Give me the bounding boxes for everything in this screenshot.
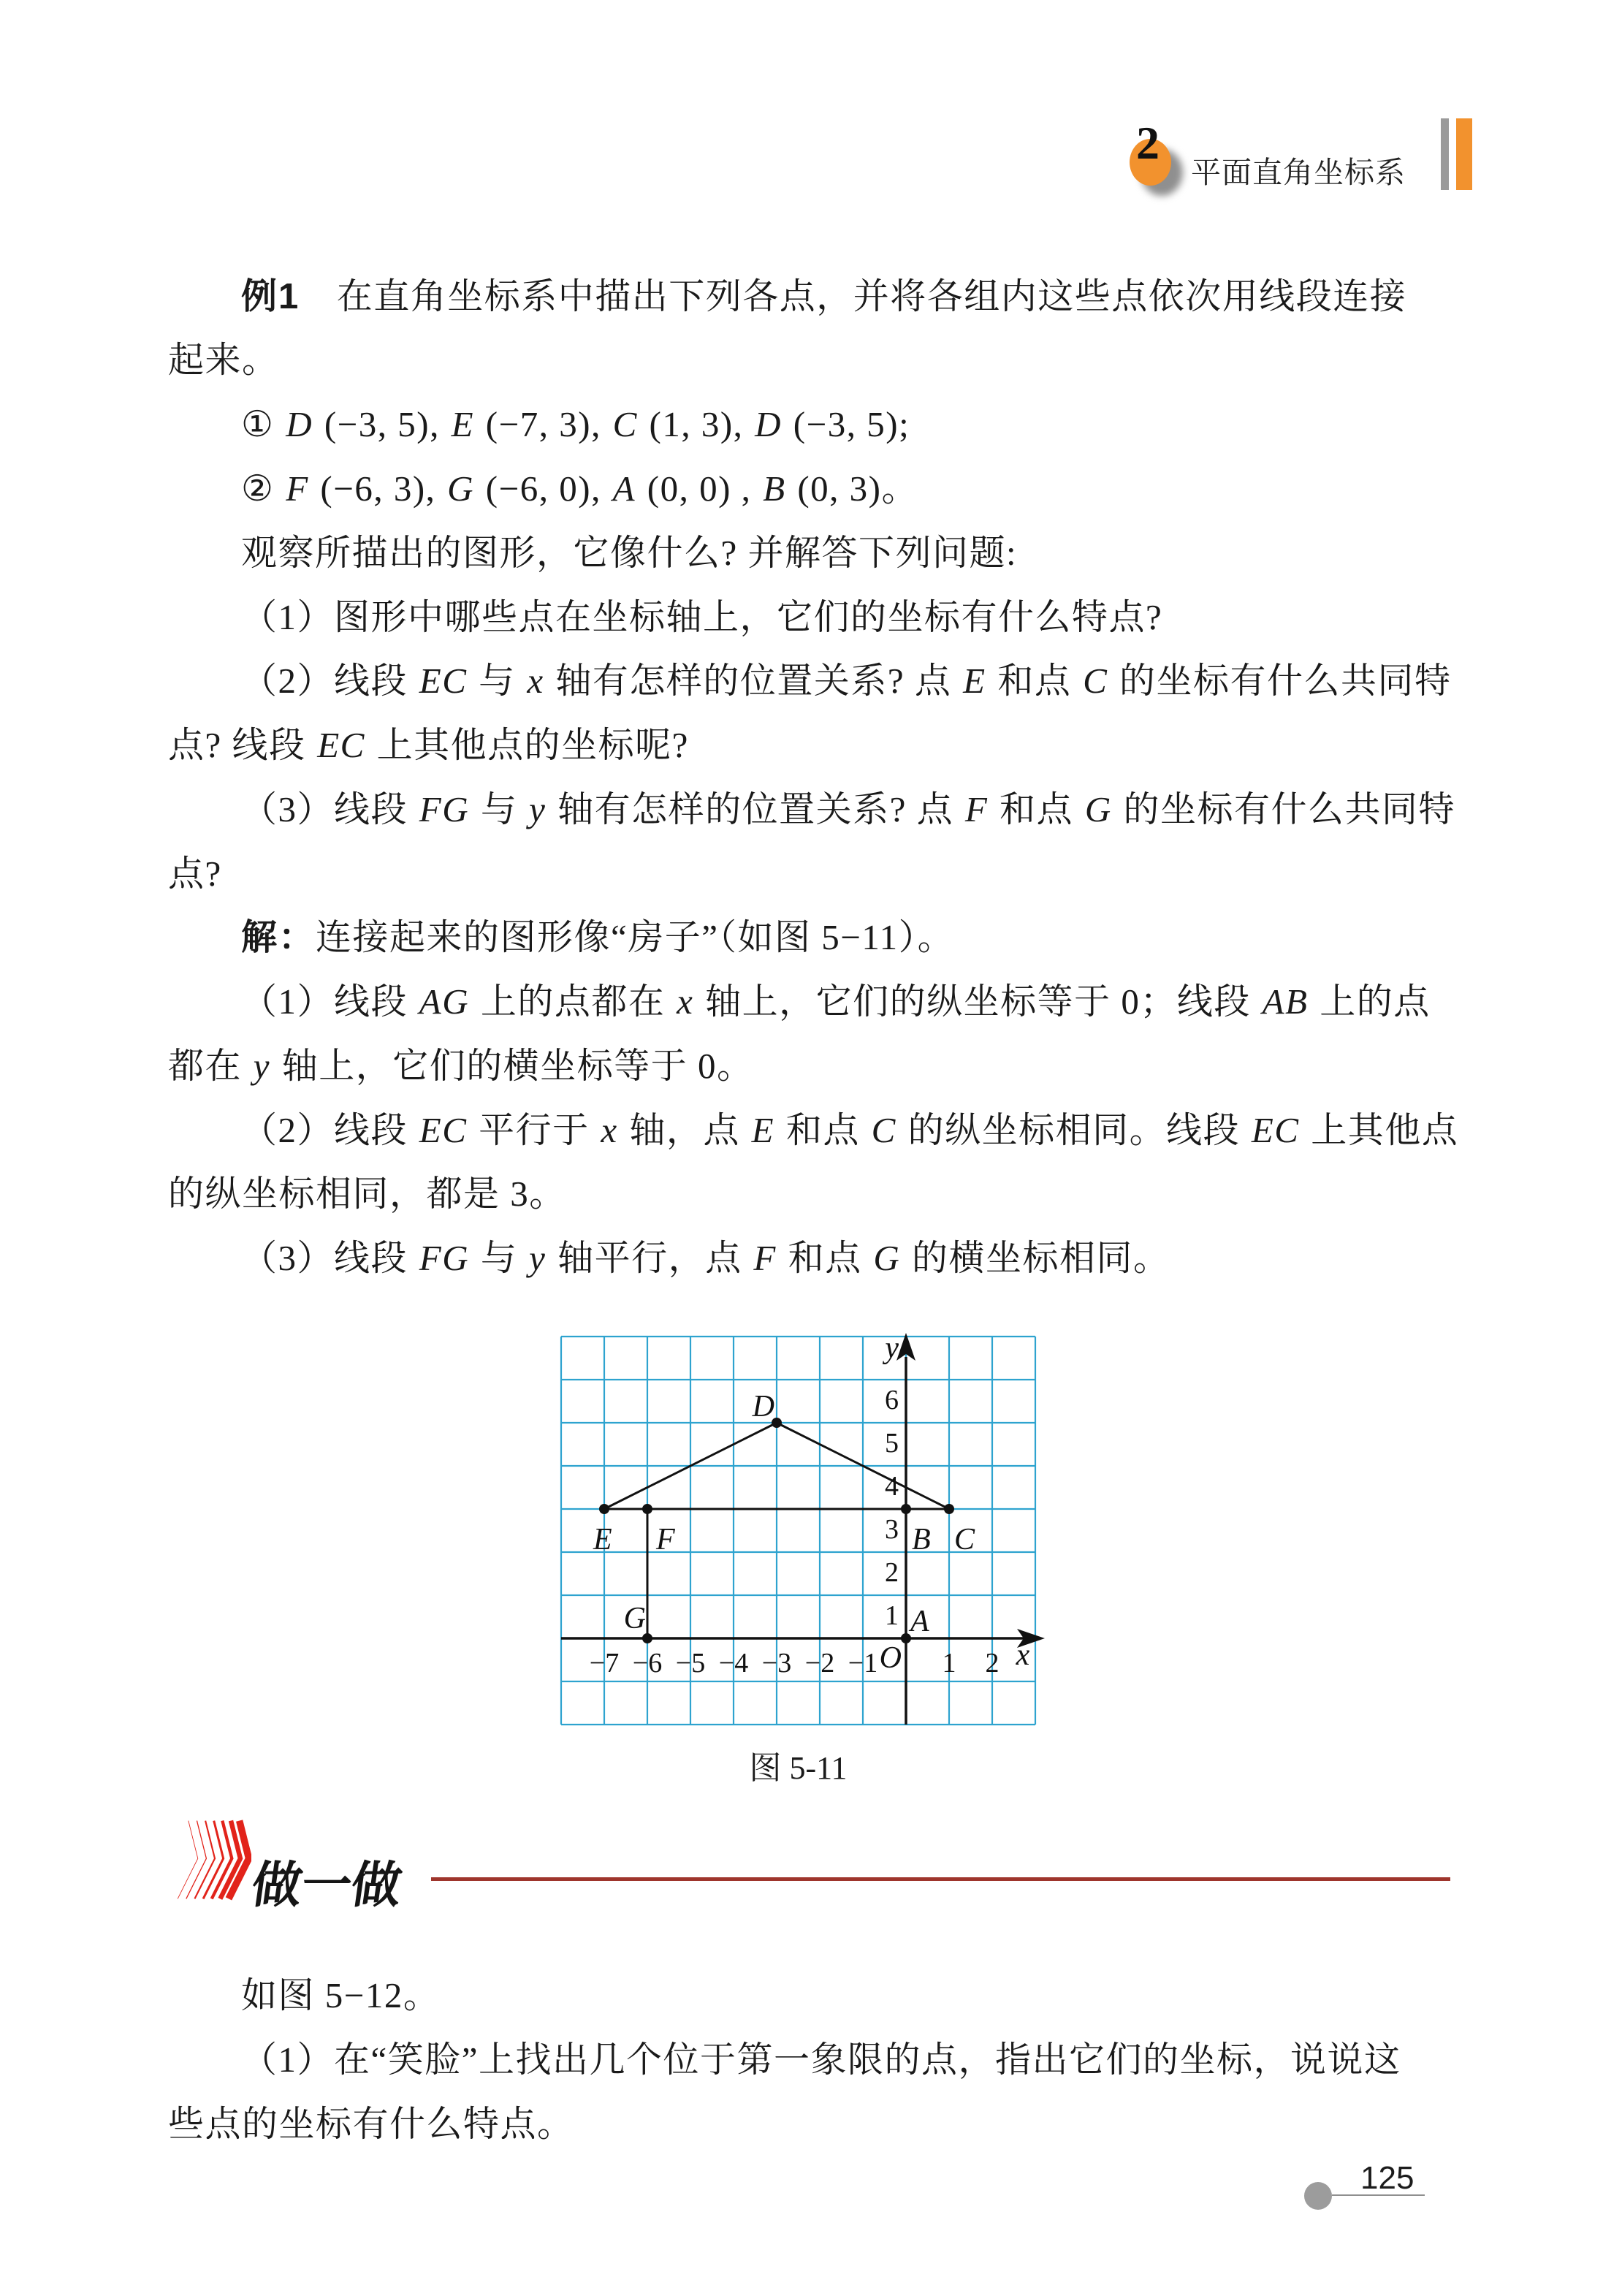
text-line: （1）在“笑脸”上找出几个位于第一象限的点，指出它们的坐标，说说这 [241,2040,1401,2080]
point-label-B: B [912,1523,931,1556]
text-line: 都在 y 轴上，它们的横坐标等于 0。 [168,1046,754,1086]
y-tick-label: 6 [885,1385,899,1415]
text-line: 如图 5−12。 [241,1975,441,2015]
point-dot-A [901,1633,911,1643]
x-tick-label: 2 [985,1648,1000,1679]
x-tick-label: −4 [718,1648,749,1679]
y-tick-label: 5 [885,1428,899,1459]
text-line: 的纵坐标相同，都是 3。 [168,1174,566,1214]
text-line: 例1 在直角坐标系中描出下列各点，并将各组内这些点依次用线段连接 [241,276,1407,316]
y-axis-label: y [885,1331,899,1365]
origin-label: O [879,1641,902,1675]
point-label-D: D [752,1390,774,1423]
y-tick-label: 3 [885,1514,899,1545]
point-dot-B [901,1504,911,1514]
text-line: （2）线段 EC 与 x 轴有怎样的位置关系? 点 E 和点 C 的坐标有什么共同特 [241,661,1452,701]
x-axis-label: x [1016,1638,1030,1672]
text-line: 观察所描出的图形，它像什么? 并解答下列问题: [241,533,1018,573]
point-dot-C [944,1504,954,1514]
text-line: 解：连接起来的图形像“房子”（如图 5−11）。 [241,917,955,957]
text-line: 些点的坐标有什么特点。 [168,2104,574,2144]
point-label-A: A [910,1605,929,1638]
y-tick-label: 2 [885,1557,899,1588]
x-tick-label: −5 [675,1648,706,1679]
x-tick-label: −2 [804,1648,835,1679]
header-orange-bar [1456,118,1472,190]
page-number: 125 [1360,2160,1415,2196]
text-line: 点? 线段 EC 上其他点的坐标呢? [168,725,689,765]
text-line: 点? [168,854,222,894]
header-gray-bar [1441,118,1449,190]
text-line: （3）线段 FG 与 y 轴平行，点 F 和点 G 的横坐标相同。 [241,1238,1170,1278]
point-dot-E [599,1504,609,1514]
do-it-chevrons-icon [170,1814,251,1906]
point-label-E: E [593,1523,612,1556]
x-tick-label: −6 [632,1648,663,1679]
point-label-G: G [623,1602,646,1635]
y-tick-label: 4 [885,1471,899,1502]
figure-caption: 图 5-11 [749,1750,848,1786]
text-line: （1）线段 AG 上的点都在 x 轴上，它们的纵坐标等于 0；线段 AB 上的点 [241,981,1431,1022]
chapter-title: 平面直角坐标系 [1191,156,1406,189]
tick-labels [590,1331,1030,1679]
chapter-number: 2 [1136,117,1160,169]
figure-5-11-coordinate-plot [541,1308,1067,1754]
text-line: （3）线段 FG 与 y 轴有怎样的位置关系? 点 F 和点 G 的坐标有什么共同特 [241,789,1455,829]
chevron-stroke [194,1821,215,1899]
x-tick-label: −1 [848,1648,878,1679]
text-line: （1）图形中哪些点在坐标轴上，它们的坐标有什么特点? [241,597,1163,637]
chevron-stroke [186,1821,207,1899]
do-it-rule [431,1877,1450,1881]
x-tick-label: −3 [761,1648,792,1679]
text-line: （2）线段 EC 平行于 x 轴，点 E 和点 C 的纵坐标相同。线段 EC 上其他点 [241,1110,1459,1150]
y-tick-label: 1 [885,1600,899,1631]
footer-dot [1304,2182,1332,2210]
text-line: ② F (−6, 3), G (−6, 0), A (0, 0) , B (0, 3)。 [241,468,918,509]
point-dot-F [642,1504,652,1514]
point-label-F: F [656,1523,675,1556]
x-tick-label: −7 [589,1648,620,1679]
plotted-points [593,1390,975,1643]
x-tick-label: 1 [942,1648,956,1679]
point-label-C: C [954,1523,975,1556]
do-it-label: 做一做 [248,1858,406,1913]
text-line: 起来。 [168,340,279,380]
text-line: ① D (−3, 5), E (−7, 3), C (1, 3), D (−3, 5); [241,404,910,444]
chevron-stroke [178,1821,198,1899]
